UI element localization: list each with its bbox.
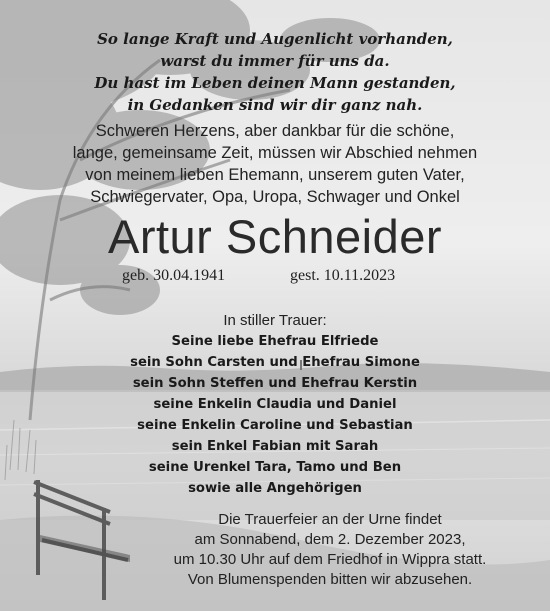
poem-line-2: warst du immer für uns da. bbox=[160, 52, 390, 70]
poem-line-1: So lange Kraft und Augenlicht vorhanden, bbox=[97, 30, 453, 48]
life-dates bbox=[0, 266, 550, 286]
intro-line-1: Schweren Herzens, aber dankbar für die schöne, bbox=[95, 122, 455, 140]
mourner-line: seine Enkelin Caroline und Sebastian bbox=[137, 418, 413, 433]
intro-line-3: von meinem lieben Ehemann, unserem guten Vater, bbox=[85, 166, 465, 184]
mourner-line: sowie alle Angehörigen bbox=[188, 481, 362, 496]
mourner-line: sein Enkel Fabian mit Sarah bbox=[171, 439, 379, 454]
mourner-line: sein Sohn Carsten und Ehefrau Simone bbox=[130, 355, 420, 370]
mourner-line: sein Sohn Steffen und Ehefrau Kerstin bbox=[132, 376, 418, 391]
funeral-line-2: am Sonnabend, dem 2. Dezember 2023, bbox=[194, 531, 466, 548]
mourner-line: seine Enkelin Claudia und Daniel bbox=[153, 397, 397, 412]
deceased-name: Artur Schneider bbox=[107, 210, 443, 263]
mourner-line: seine Urenkel Tara, Tamo und Ben bbox=[148, 460, 402, 475]
funeral-line-1: Die Trauerfeier an der Urne findet bbox=[218, 511, 442, 528]
funeral-line-4: Von Blumenspenden bitten wir abzusehen. bbox=[187, 571, 473, 588]
poem-line-3: Du hast im Leben deinen Mann gestanden, bbox=[94, 74, 456, 92]
funeral-line-3: um 10.30 Uhr auf dem Friedhof in Wippra statt. bbox=[173, 551, 487, 568]
mourner-line: Seine liebe Ehefrau Elfriede bbox=[171, 334, 379, 349]
death-date: gest. 10.11.2023 bbox=[290, 267, 396, 284]
mourning-label: In stiller Trauer: bbox=[223, 312, 327, 329]
intro-line-4: Schwiegervater, Opa, Uropa, Schwager und Onkel bbox=[90, 188, 460, 206]
birth-date: geb. 30.04.1941 bbox=[122, 267, 226, 284]
poem-line-4: in Gedanken sind wir dir ganz nah. bbox=[127, 96, 423, 114]
intro-line-2: lange, gemeinsame Zeit, müssen wir Abschied nehmen bbox=[72, 144, 478, 162]
